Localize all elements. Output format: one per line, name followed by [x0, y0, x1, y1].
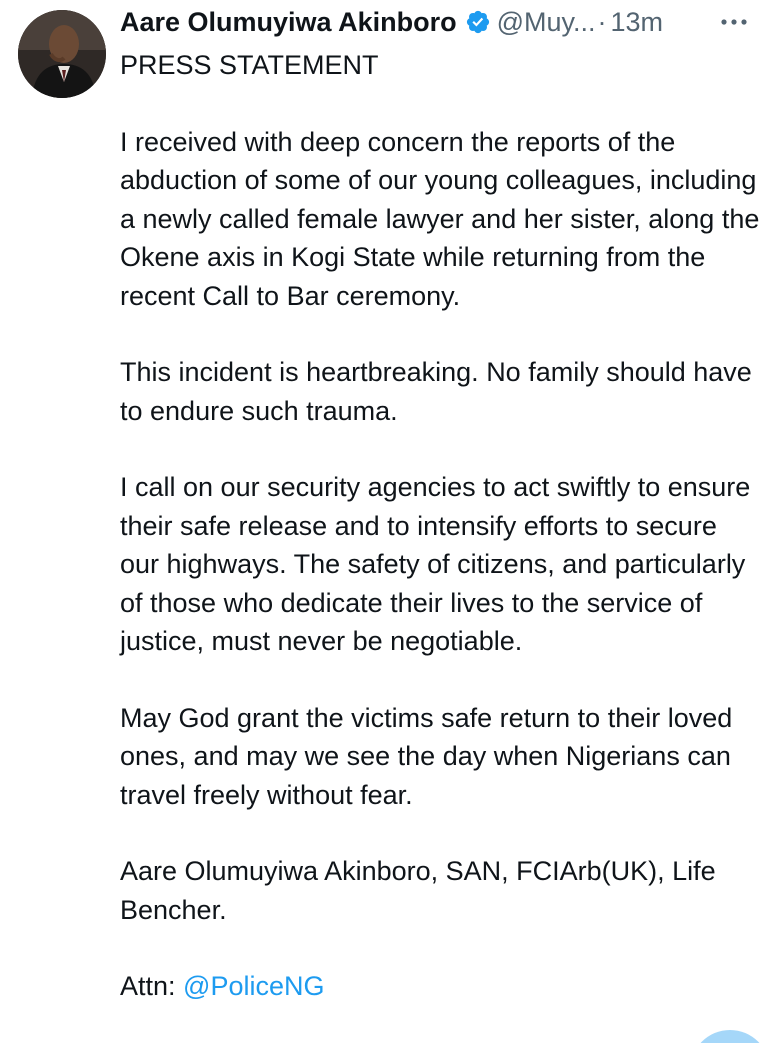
- tweet-paragraph: I call on our security agencies to act swiftly to ensure their safe release and to intensify efforts to secure our highways. The safety of citizens, and particularly of those who dedicate their lives to the service of justice, must never be negotiable.: [120, 472, 751, 656]
- tweet-paragraph: I received with deep concern the reports of the abduction of some of our young colleagues, including a newly called female lawyer and her sister, along the Okene axis in Kogi State while returning from the recent Call to Bar ceremony.: [120, 126, 760, 311]
- tweet-text: [120, 46, 760, 1006]
- author-display-name[interactable]: Aare Olumuyiwa Akinboro: [120, 7, 457, 37]
- attn-label: Attn:: [120, 971, 176, 1001]
- more-options-icon: [719, 17, 749, 27]
- press-statement-heading: PRESS STATEMENT: [120, 50, 379, 80]
- more-options-button[interactable]: [712, 4, 756, 40]
- tweet-paragraph: This incident is heartbreaking. No family should have to endure such trauma.: [120, 357, 752, 426]
- tweet-paragraph: May God grant the victims safe return to their loved ones, and may we see the day when Nigerians can travel freely without fear.: [120, 702, 733, 810]
- verified-badge-icon: [465, 9, 491, 35]
- author-handle[interactable]: @Muy...: [496, 7, 596, 37]
- avatar-image: [18, 10, 106, 98]
- attn-line: [120, 967, 760, 1006]
- author-avatar[interactable]: [18, 10, 106, 98]
- tweet-signature: Aare Olumuyiwa Akinboro, SAN, FCIArb(UK), Life Bencher.: [120, 856, 716, 925]
- header-separator: ·: [597, 7, 607, 37]
- mention-link-policeng[interactable]: @PoliceNG: [183, 971, 325, 1001]
- tweet-timestamp[interactable]: 13m: [610, 7, 664, 37]
- floating-action-button[interactable]: [690, 1030, 768, 1043]
- tweet-header: [120, 2, 760, 42]
